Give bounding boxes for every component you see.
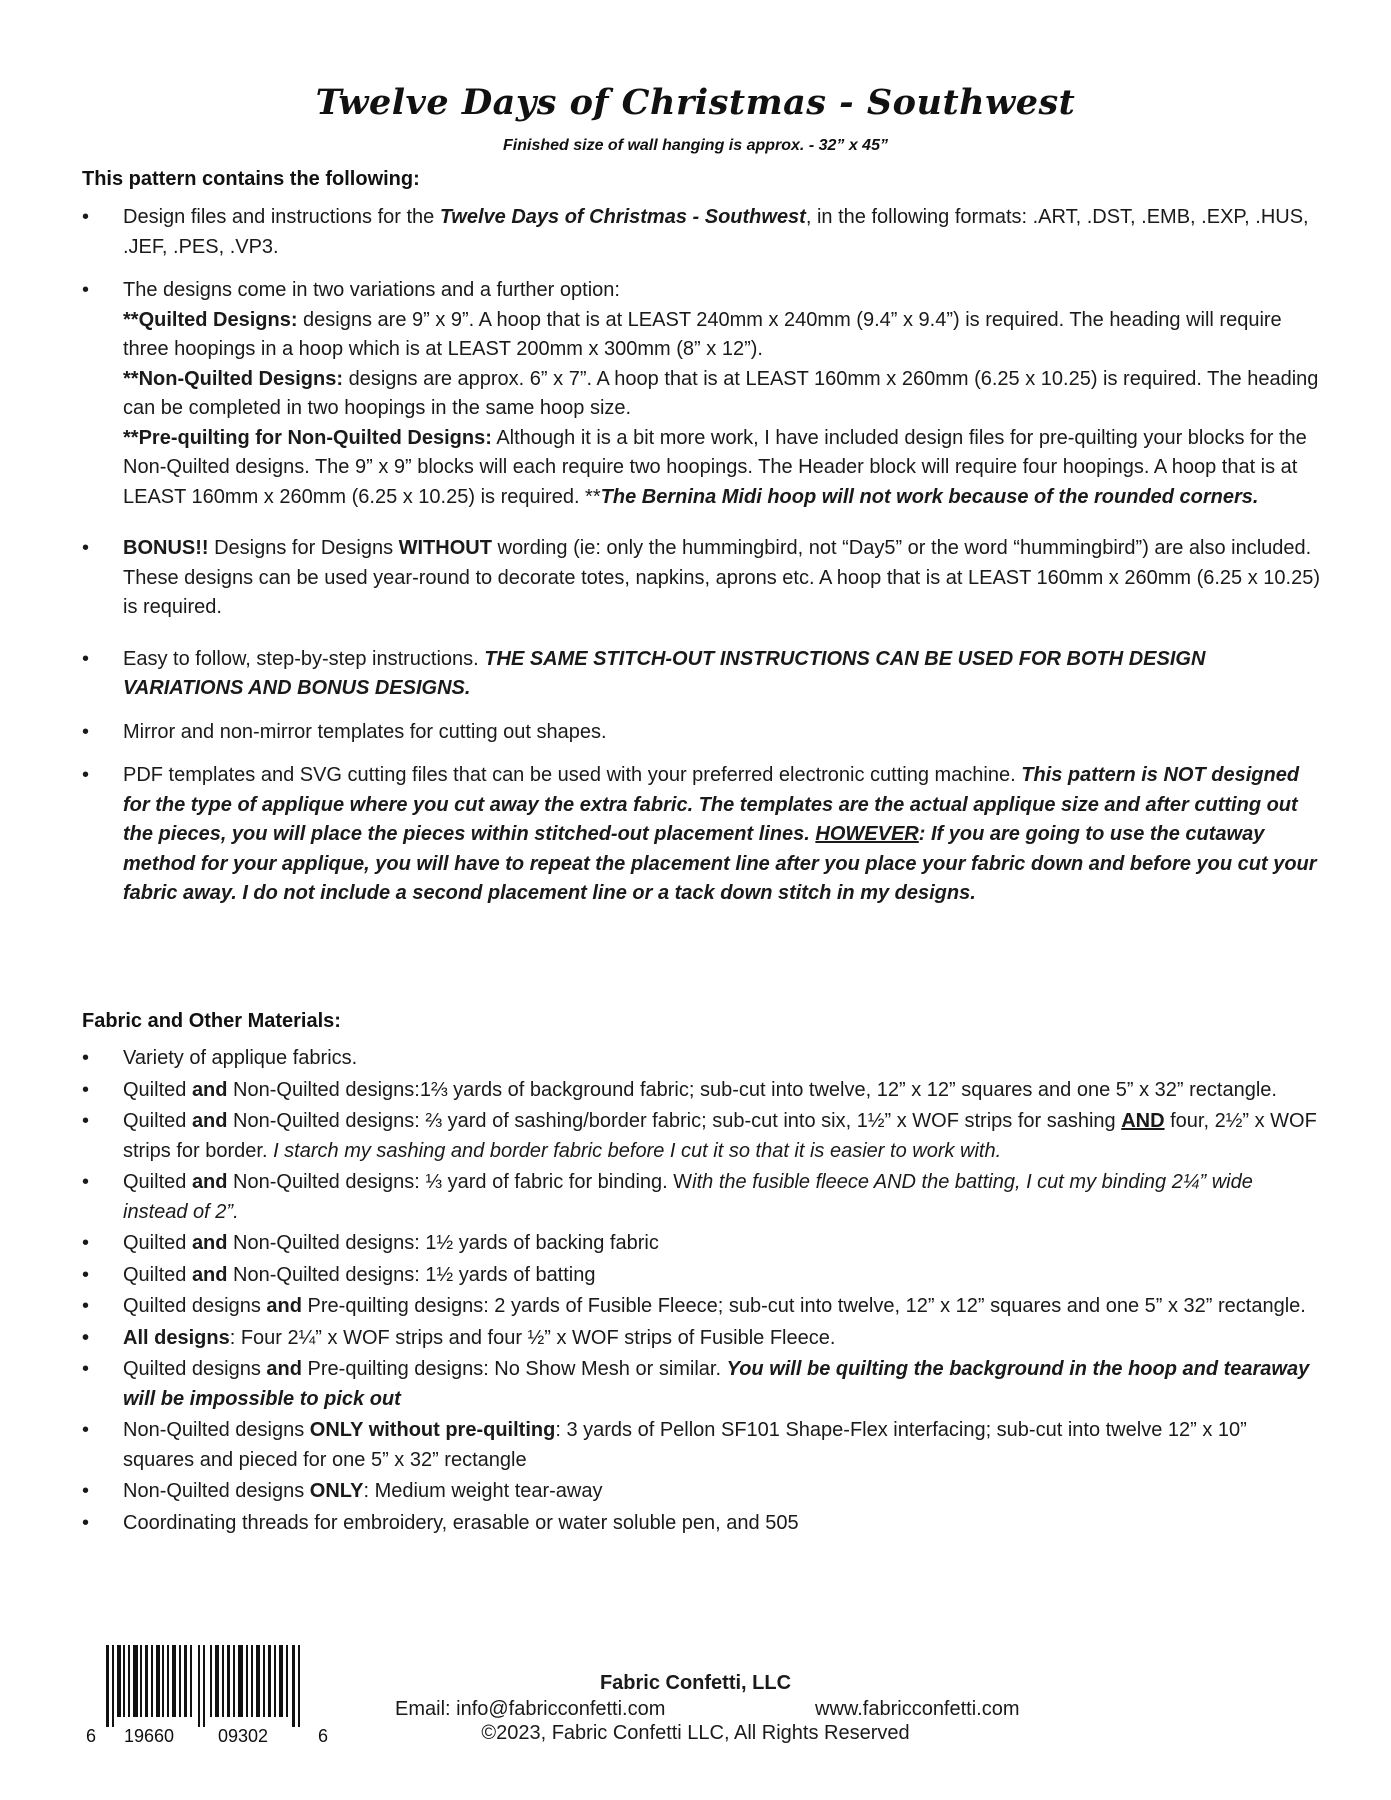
list-item: • Quilted designs and Pre-quilting designs: No Show Mesh or similar. You will be quilting the background in the hoop and tearaway will be impossible to pick out <box>82 1355 1322 1414</box>
footer-company: Fabric Confetti, LLC <box>599 1672 792 1694</box>
list-item: • Coordinating threads for embroidery, erasable or water soluble pen, and 505 <box>82 1509 1322 1539</box>
bullet-icon: • <box>82 1232 90 1254</box>
list-item: • Quilted and Non-Quilted designs: 1½ yards of backing fabric <box>82 1229 1322 1259</box>
list-item: • Mirror and non-mirror templates for cutting out shapes. <box>82 718 1322 748</box>
contains-heading: This pattern contains the following: <box>82 168 420 190</box>
list-item: • PDF templates and SVG cutting files that can be used with your preferred electronic cutting machine. This pattern is NOT designed for the type of applique where you cut away the extra fabric. The templates are the actual applique size and after cutting out the pieces, you will place the pieces within stitched-out placement lines. HOWEVER: If you are going to use the cutaway method for your applique, you will have to repeat the placement line after you place your fabric down and before you cut your fabric away. I do not include a second placement line or a tack down stitch in my designs. <box>82 761 1322 909</box>
barcode-digit: 6 <box>318 1726 329 1746</box>
footer-email[interactable]: Email: info@fabricconfetti.com <box>395 1698 666 1720</box>
bullet-icon: • <box>82 647 90 670</box>
barcode-digit: 6 <box>86 1726 97 1746</box>
contains-list <box>82 203 1322 920</box>
bullet-icon: • <box>82 537 90 559</box>
list-item: • Quilted and Non-Quilted designs: ⅓ yard of fabric for binding. With the fusible fleece AND the batting, I cut my binding 2¼” wide instead of 2”. <box>82 1168 1322 1227</box>
bullet-icon: • <box>82 764 90 786</box>
bullet-icon: • <box>82 1078 90 1101</box>
bullet-icon: • <box>82 279 90 301</box>
materials-list <box>82 1044 1322 1540</box>
bullet-icon: • <box>82 206 90 228</box>
footer-copyright: ©2023, Fabric Confetti LLC, All Rights Reserved <box>481 1722 910 1744</box>
list-item: • Design files and instructions for the Twelve Days of Christmas - Southwest, in the following formats: .ART, .DST, .EMB, .EXP, .HUS, .JEF, .PES, .VP3. <box>82 203 1322 262</box>
bullet-icon: • <box>82 1419 90 1441</box>
list-item: • BONUS!! Designs for Designs WITHOUT wording (ie: only the hummingbird, not “Day5” or the word “hummingbird”) are also included. These designs can be used year-round to decorate totes, napkins, aprons etc. A hoop that is at LEAST 160mm x 260mm (6.25 x 10.25) is required. <box>82 534 1322 623</box>
materials-heading: Fabric and Other Materials: <box>82 1010 341 1032</box>
bullet-icon: • <box>82 1263 90 1286</box>
bullet-icon: • <box>82 1047 90 1069</box>
list-item: • All designs: Four 2¼” x WOF strips and four ½” x WOF strips of Fusible Fleece. <box>82 1324 1322 1354</box>
list-item: • The designs come in two variations and a further option: **Quilted Designs: designs are 9” x 9”. A hoop that is at LEAST 240mm x 240mm (9.4” x 9.4”) is required. The heading will require three hoopings in a hoop which is at LEAST 200mm x 300mm (8” x 12”). **Non-Quilted Designs: designs are approx. 6” x 7”. A hoop that is at LEAST 160mm x 260mm (6.25 x 10.25) is required. The heading can be completed in two hoopings in the same hoop size. **Pre-quilting for Non-Quilted Designs: Although it is a bit more work, I have included design files for pre-quilting your blocks for the Non-Quilted designs. The 9” x 9” blocks will each require two hoopings. The Header block will require four hoopings. A hoop that is at LEAST 160mm x 260mm (6.25 x 10.25) is required. **The Bernina Midi hoop will not work because of the rounded corners. <box>82 276 1322 512</box>
bullet-icon: • <box>82 1511 90 1534</box>
list-item: • Non-Quilted designs ONLY without pre-quilting: 3 yards of Pellon SF101 Shape-Flex interfacing; sub-cut into twelve 12” x 10” squares and pieced for one 5” x 32” rectangle <box>82 1416 1322 1475</box>
footer-website[interactable]: www.fabricconfetti.com <box>815 1698 1020 1720</box>
bullet-icon: • <box>82 1480 90 1502</box>
page-title: Twelve Days of Christmas - Southwest <box>315 82 1076 123</box>
bullet-icon: • <box>82 720 90 743</box>
barcode-digit: 19660 <box>124 1726 175 1746</box>
bullet-icon: • <box>82 1358 90 1380</box>
barcode-digit: 09302 <box>218 1726 269 1746</box>
list-item: • Easy to follow, step-by-step instructions. THE SAME STITCH-OUT INSTRUCTIONS CAN BE USED FOR BOTH DESIGN VARIATIONS AND BONUS DESIGNS. <box>82 645 1322 704</box>
list-item: • Quilted and Non-Quilted designs:1⅔ yards of background fabric; sub-cut into twelve, 12” x 12” squares and one 5” x 32” rectangle. <box>82 1076 1322 1106</box>
bullet-icon: • <box>82 1171 90 1193</box>
list-item: • Quilted and Non-Quilted designs: ⅔ yard of sashing/border fabric; sub-cut into six, 1½” x WOF strips for sashing AND four, 2½” x WOF strips for border. I starch my sashing and border fabric before I cut it so that it is easier to work with. <box>82 1107 1322 1166</box>
bullet-icon: • <box>82 1295 90 1317</box>
page-subtitle: Finished size of wall hanging is approx. - 32” x 45” <box>503 137 888 154</box>
list-item: • Quilted designs and Pre-quilting designs: 2 yards of Fusible Fleece; sub-cut into twelve, 12” x 12” squares and one 5” x 32” rectangle. <box>82 1292 1322 1322</box>
bullet-icon: • <box>82 1326 90 1349</box>
list-item: • Non-Quilted designs ONLY: Medium weight tear-away <box>82 1477 1322 1507</box>
list-item: • Variety of applique fabrics. <box>82 1044 1322 1074</box>
bullet-icon: • <box>82 1110 90 1132</box>
list-item: • Quilted and Non-Quilted designs: 1½ yards of batting <box>82 1261 1322 1291</box>
